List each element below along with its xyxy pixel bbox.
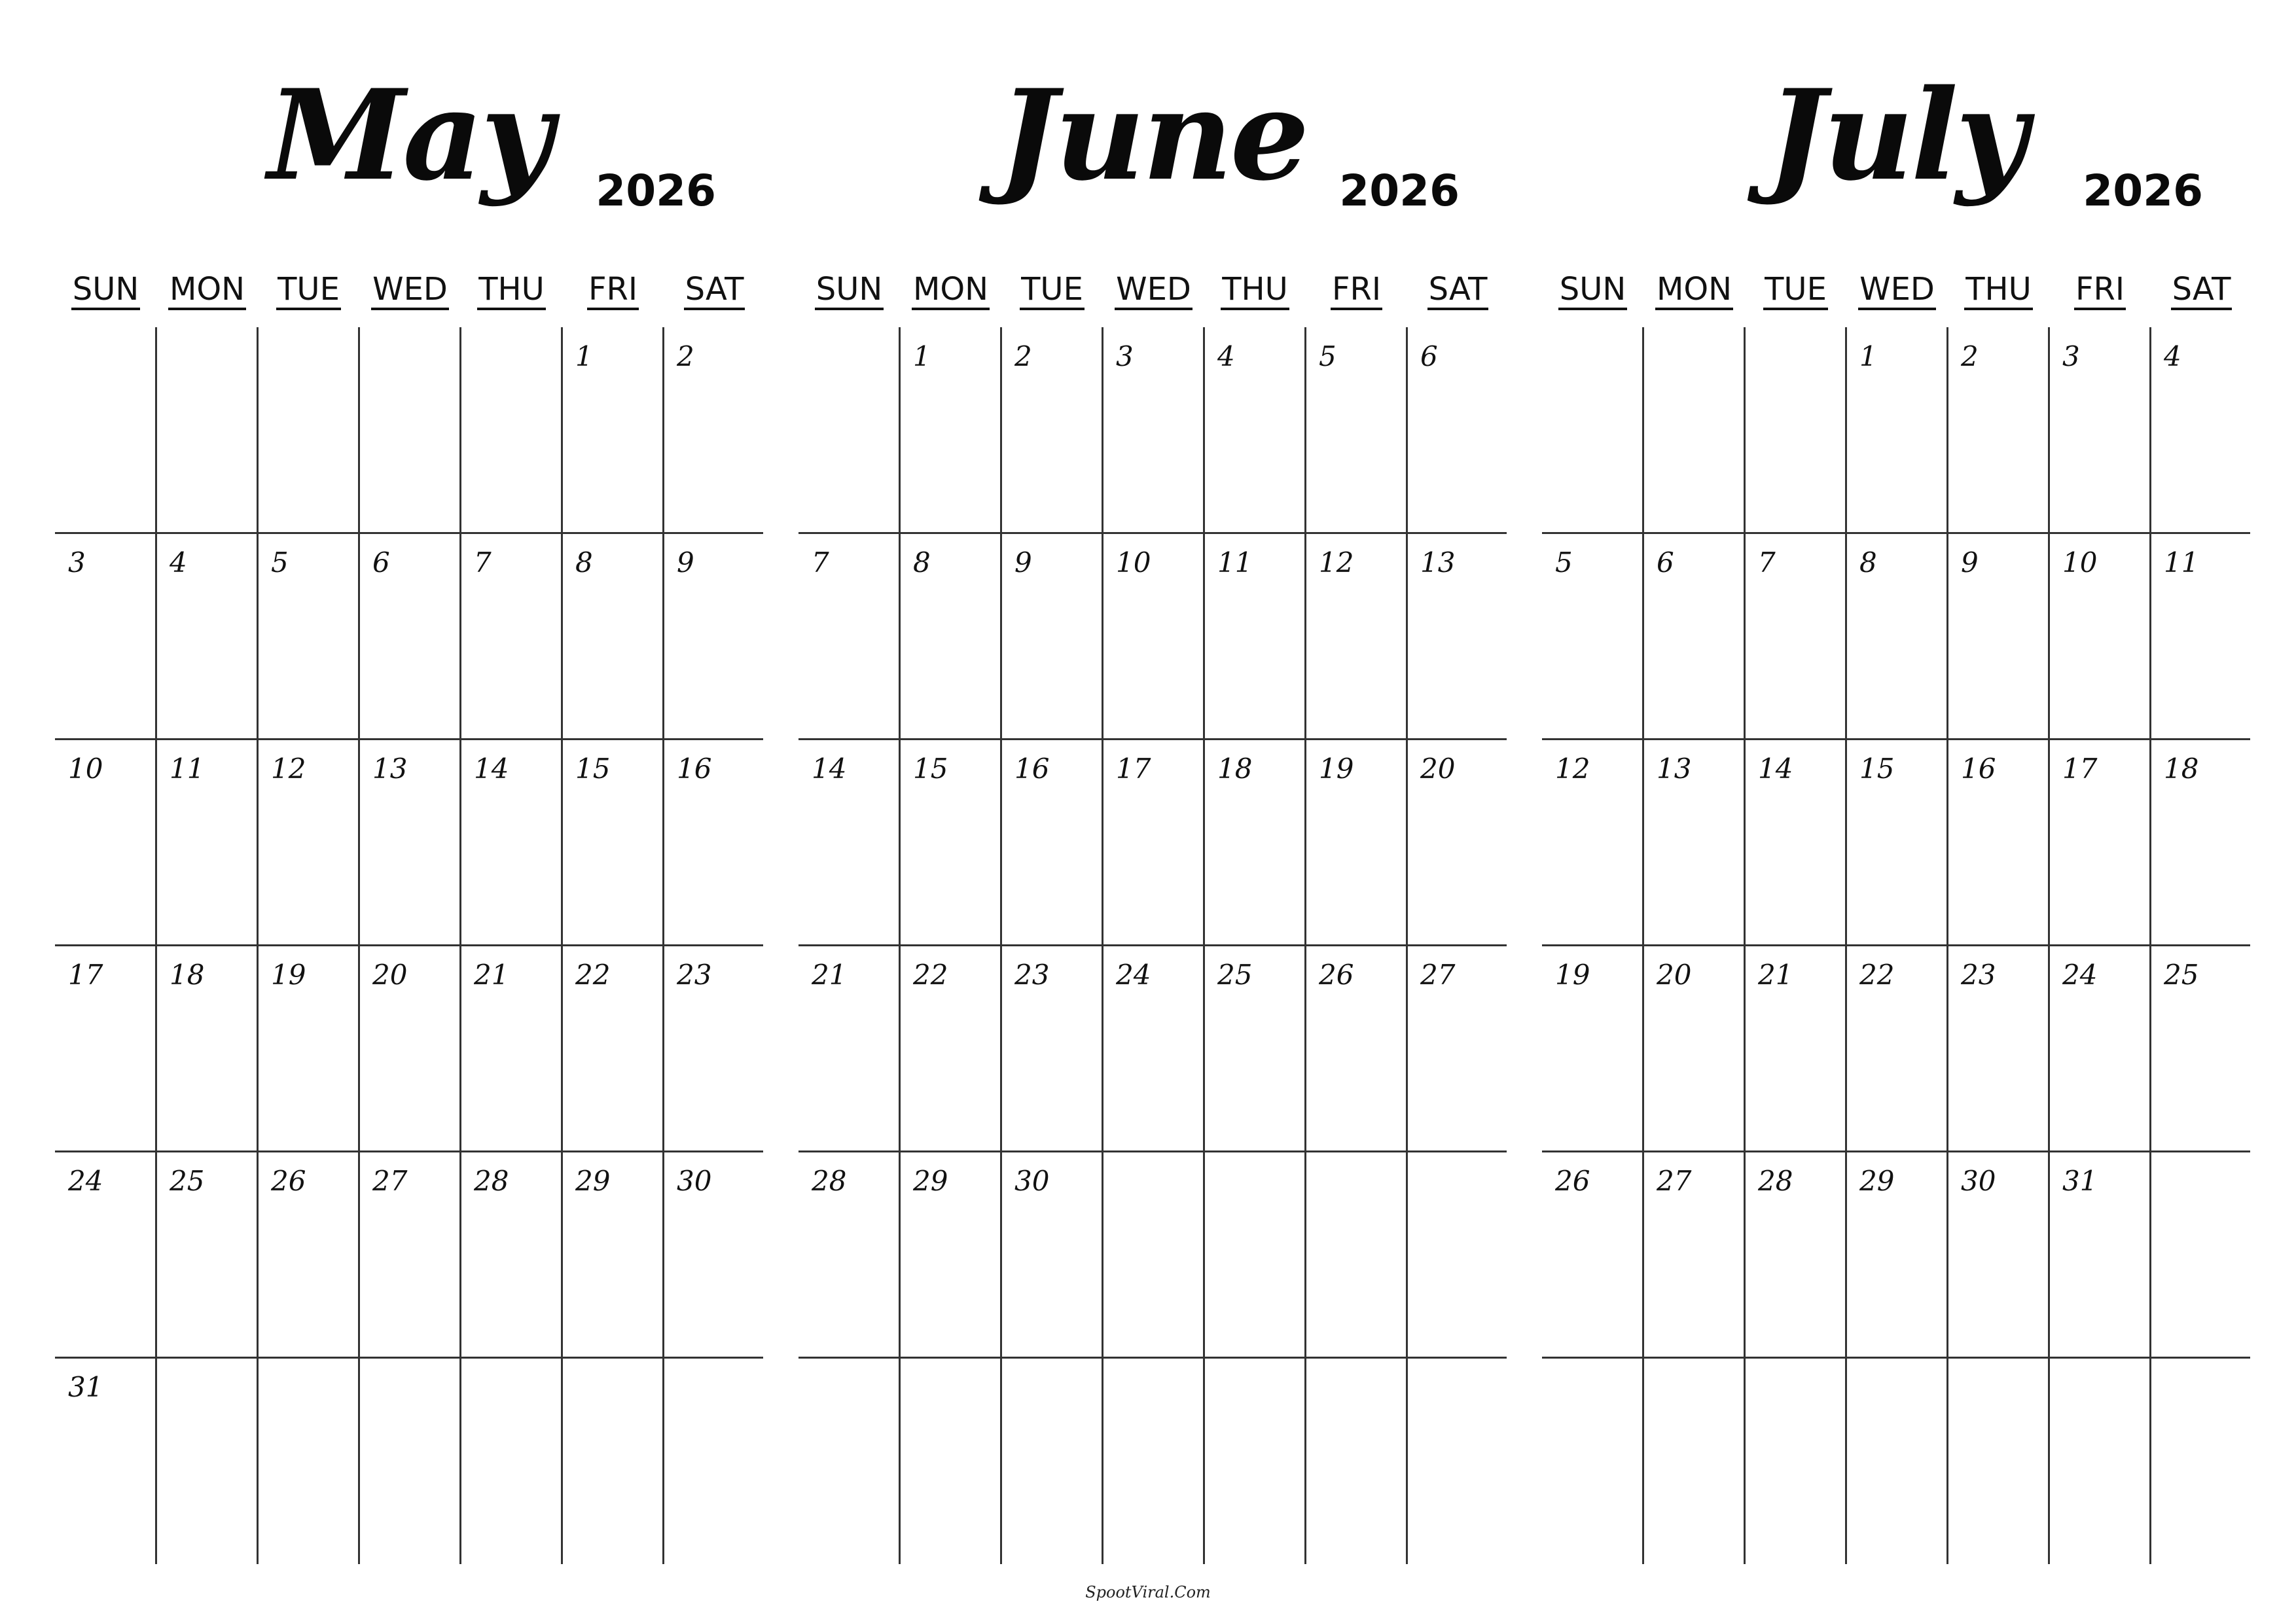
day-number: 4 — [170, 546, 187, 579]
day-number: 2 — [1961, 340, 1979, 372]
weekday-label: SAT — [2171, 271, 2233, 310]
row-divider — [798, 532, 1507, 534]
day-grid — [55, 327, 763, 1564]
day-number: 16 — [1014, 753, 1050, 785]
day-number: 17 — [2062, 753, 2098, 785]
day-number: 11 — [2164, 546, 2199, 579]
day-number: 21 — [474, 959, 509, 991]
month-may — [55, 0, 763, 1571]
day-number: 16 — [677, 753, 712, 785]
day-number: 25 — [2164, 959, 2199, 991]
weekday-wed — [1103, 268, 1204, 310]
weekday-sat — [1407, 268, 1509, 310]
day-number: 28 — [1758, 1165, 1793, 1197]
day-number: 7 — [812, 546, 829, 579]
day-number: 24 — [68, 1165, 103, 1197]
day-grid — [1542, 327, 2250, 1564]
day-number: 22 — [575, 959, 611, 991]
month-title: June — [998, 62, 1307, 208]
day-number: 12 — [1555, 753, 1590, 785]
row-divider — [1542, 944, 2250, 946]
day-number: 8 — [575, 546, 593, 579]
day-number: 14 — [812, 753, 847, 785]
row-divider — [798, 1150, 1507, 1152]
row-divider — [1542, 738, 2250, 740]
day-number: 26 — [1555, 1165, 1590, 1197]
weekday-sat — [664, 268, 765, 310]
weekday-label: MON — [912, 271, 990, 310]
day-number: 5 — [1555, 546, 1573, 579]
weekday-mon — [900, 268, 1001, 310]
weekday-sun — [55, 268, 156, 310]
weekday-mon — [1643, 268, 1745, 310]
weekday-label: MON — [1655, 271, 1733, 310]
weekday-label: SUN — [815, 271, 884, 310]
day-number: 13 — [1420, 546, 1456, 579]
day-number: 27 — [1657, 1165, 1692, 1197]
weekday-thu — [1204, 268, 1306, 310]
day-number: 29 — [1859, 1165, 1895, 1197]
day-number: 24 — [1116, 959, 1151, 991]
weekday-label: TUE — [1020, 271, 1085, 310]
day-number: 20 — [1420, 753, 1456, 785]
weekday-header-row — [1542, 268, 2250, 314]
day-number: 13 — [372, 753, 408, 785]
day-number: 26 — [271, 1165, 306, 1197]
day-number: 5 — [1319, 340, 1336, 372]
weekday-label: SUN — [71, 271, 141, 310]
day-number: 3 — [2062, 340, 2080, 372]
day-number: 7 — [1758, 546, 1776, 579]
weekday-thu — [461, 268, 562, 310]
day-number: 18 — [2164, 753, 2199, 785]
day-number: 22 — [1859, 959, 1895, 991]
day-number: 10 — [1116, 546, 1151, 579]
day-number: 6 — [1657, 546, 1674, 579]
day-number: 15 — [913, 753, 948, 785]
weekday-label: WED — [1858, 271, 1936, 310]
day-number: 1 — [913, 340, 931, 372]
day-number: 23 — [1014, 959, 1050, 991]
day-number: 17 — [68, 959, 103, 991]
day-number: 14 — [1758, 753, 1793, 785]
day-number: 4 — [2164, 340, 2181, 372]
month-year: 2026 — [2083, 166, 2203, 216]
weekday-wed — [359, 268, 461, 310]
row-divider — [798, 944, 1507, 946]
day-number: 8 — [1859, 546, 1877, 579]
day-number: 9 — [677, 546, 694, 579]
weekday-label: FRI — [2074, 271, 2126, 310]
day-number: 30 — [1014, 1165, 1050, 1197]
day-number: 27 — [1420, 959, 1456, 991]
weekday-label: THU — [1221, 271, 1289, 310]
weekday-label: FRI — [1331, 271, 1382, 310]
day-number: 9 — [1961, 546, 1979, 579]
month-title: July — [1767, 62, 2026, 208]
day-number: 28 — [474, 1165, 509, 1197]
day-number: 8 — [913, 546, 931, 579]
day-number: 27 — [372, 1165, 408, 1197]
weekday-label: SUN — [1558, 271, 1628, 310]
day-number: 3 — [1116, 340, 1134, 372]
weekday-label: WED — [1115, 271, 1193, 310]
day-number: 12 — [271, 753, 306, 785]
row-divider — [55, 532, 763, 534]
weekday-mon — [156, 268, 258, 310]
weekday-tue — [1001, 268, 1103, 310]
day-number: 21 — [1758, 959, 1793, 991]
day-number: 15 — [1859, 753, 1895, 785]
day-number: 19 — [1319, 753, 1354, 785]
weekday-label: SAT — [684, 271, 745, 310]
month-july — [1542, 0, 2250, 1571]
day-number: 23 — [1961, 959, 1996, 991]
weekday-sat — [2151, 268, 2252, 310]
weekday-label: SAT — [1427, 271, 1489, 310]
day-number: 2 — [677, 340, 694, 372]
weekday-label: THU — [1964, 271, 2033, 310]
day-number: 26 — [1319, 959, 1354, 991]
day-number: 31 — [68, 1371, 103, 1403]
day-number: 17 — [1116, 753, 1151, 785]
row-divider — [55, 1150, 763, 1152]
weekday-label: WED — [371, 271, 449, 310]
weekday-header-row — [55, 268, 763, 314]
weekday-wed — [1846, 268, 1948, 310]
day-number: 20 — [372, 959, 408, 991]
footer-watermark: SpootViral.Com — [1085, 1583, 1211, 1601]
day-number: 12 — [1319, 546, 1354, 579]
day-number: 19 — [271, 959, 306, 991]
weekday-label: THU — [477, 271, 546, 310]
day-grid — [798, 327, 1507, 1564]
day-number: 22 — [913, 959, 948, 991]
day-number: 31 — [2062, 1165, 2098, 1197]
weekday-sun — [798, 268, 900, 310]
weekday-label: TUE — [1763, 271, 1828, 310]
day-number: 11 — [170, 753, 205, 785]
day-number: 13 — [1657, 753, 1692, 785]
month-title: May — [268, 62, 550, 208]
day-number: 30 — [1961, 1165, 1996, 1197]
row-divider — [55, 1357, 763, 1359]
day-number: 28 — [812, 1165, 847, 1197]
day-number: 9 — [1014, 546, 1032, 579]
day-number: 18 — [170, 959, 205, 991]
day-number: 19 — [1555, 959, 1590, 991]
day-number: 1 — [1859, 340, 1877, 372]
day-number: 2 — [1014, 340, 1032, 372]
day-number: 25 — [170, 1165, 205, 1197]
day-number: 16 — [1961, 753, 1996, 785]
day-number: 29 — [575, 1165, 611, 1197]
day-number: 7 — [474, 546, 492, 579]
day-number: 23 — [677, 959, 712, 991]
day-number: 1 — [575, 340, 593, 372]
day-number: 14 — [474, 753, 509, 785]
day-number: 24 — [2062, 959, 2098, 991]
day-number: 30 — [677, 1165, 712, 1197]
weekday-header-row — [798, 268, 1507, 314]
weekday-tue — [1745, 268, 1846, 310]
row-divider — [55, 944, 763, 946]
day-number: 25 — [1217, 959, 1253, 991]
day-number: 6 — [1420, 340, 1438, 372]
day-number: 10 — [2062, 546, 2098, 579]
weekday-label: FRI — [587, 271, 639, 310]
month-june — [798, 0, 1507, 1571]
month-year: 2026 — [1339, 166, 1460, 216]
month-year: 2026 — [596, 166, 716, 216]
weekday-sun — [1542, 268, 1643, 310]
weekday-thu — [1948, 268, 2049, 310]
weekday-label: MON — [168, 271, 246, 310]
day-number: 4 — [1217, 340, 1235, 372]
day-number: 15 — [575, 753, 611, 785]
day-number: 10 — [68, 753, 103, 785]
row-divider — [1542, 1150, 2250, 1152]
weekday-fri — [2049, 268, 2151, 310]
row-divider — [798, 1357, 1507, 1359]
weekday-label: TUE — [276, 271, 341, 310]
row-divider — [55, 738, 763, 740]
day-number: 21 — [812, 959, 847, 991]
weekday-fri — [1306, 268, 1407, 310]
day-number: 6 — [372, 546, 390, 579]
day-number: 11 — [1217, 546, 1253, 579]
weekday-fri — [562, 268, 664, 310]
day-number: 5 — [271, 546, 289, 579]
row-divider — [798, 738, 1507, 740]
row-divider — [1542, 532, 2250, 534]
day-number: 29 — [913, 1165, 948, 1197]
day-number: 18 — [1217, 753, 1253, 785]
day-number: 3 — [68, 546, 86, 579]
row-divider — [1542, 1357, 2250, 1359]
weekday-tue — [258, 268, 359, 310]
day-number: 20 — [1657, 959, 1692, 991]
